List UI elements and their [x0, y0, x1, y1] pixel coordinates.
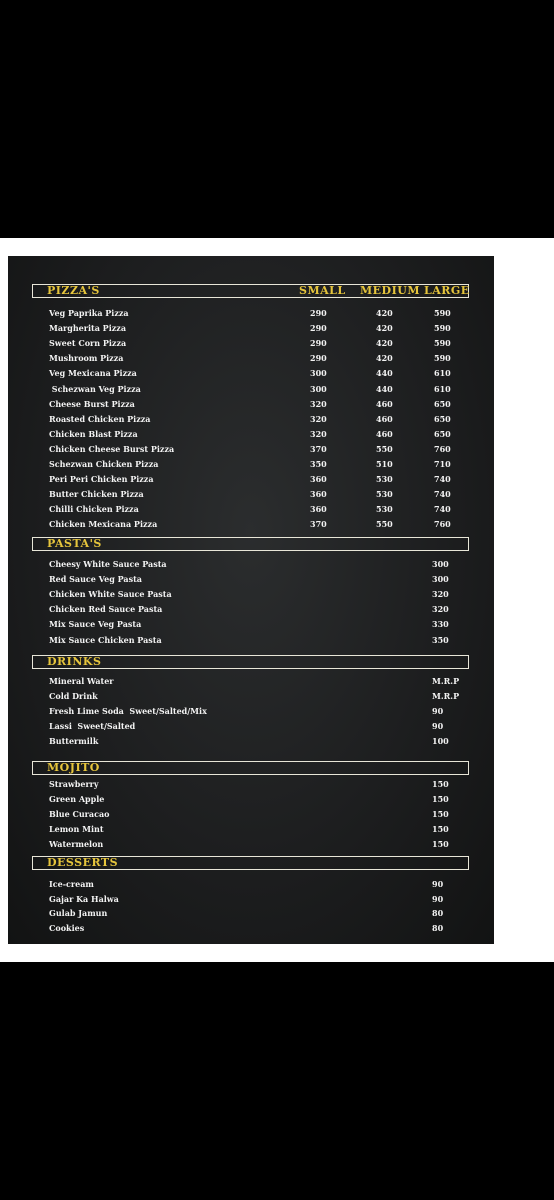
menu-item-row — [8, 336, 494, 350]
menu-item-row — [8, 502, 494, 516]
price-small: 290 — [310, 338, 327, 349]
price-large: 740 — [434, 489, 451, 500]
menu-item-row — [8, 442, 494, 456]
price-medium: 420 — [376, 338, 393, 349]
item-price: 300 — [432, 559, 449, 569]
menu-item-row — [8, 382, 494, 396]
menu-board — [8, 256, 494, 944]
price-medium: 460 — [376, 428, 393, 439]
item-name: Mix Sauce Chicken Pasta — [49, 634, 162, 645]
item-name: Veg Mexicana Pizza — [49, 368, 137, 379]
pizzas-header — [32, 284, 469, 298]
item-name: Chicken Red Sauce Pasta — [49, 604, 163, 615]
item-name: Mushroom Pizza — [49, 353, 124, 364]
menu-item-row — [8, 792, 494, 806]
item-price: 150 — [432, 794, 449, 805]
price-large: 760 — [434, 519, 451, 530]
price-small: 370 — [310, 443, 327, 454]
menu-item-row — [8, 412, 494, 426]
menu-item-row — [8, 517, 494, 531]
item-price: 90 — [432, 893, 444, 904]
menu-item-row — [8, 719, 494, 733]
item-name: Blue Curacao — [49, 809, 110, 820]
drinks-header — [32, 655, 469, 669]
item-name: Chicken White Sauce Pasta — [49, 589, 172, 600]
item-name: Gulab Jamun — [49, 908, 108, 919]
drinks-title: DRINKS — [47, 655, 102, 668]
price-medium: 530 — [376, 504, 393, 515]
menu-item-row — [8, 633, 494, 647]
price-small: 370 — [310, 519, 327, 530]
menu-item-row — [8, 777, 494, 791]
item-price: 90 — [432, 879, 444, 889]
col-large-label: LARGE — [424, 284, 470, 297]
col-small-label: SMALL — [299, 284, 346, 297]
menu-item-row — [8, 321, 494, 335]
menu-item-row — [8, 704, 494, 718]
menu-item-row — [8, 906, 494, 920]
item-price: 330 — [432, 619, 449, 630]
price-large: 740 — [434, 474, 451, 485]
pizzas-title: PIZZA'S — [47, 284, 100, 297]
item-name: Schezwan Veg Pizza — [49, 383, 141, 394]
price-medium: 420 — [376, 323, 393, 334]
price-small: 360 — [310, 489, 327, 500]
menu-item-row — [8, 822, 494, 836]
price-large: 590 — [434, 353, 451, 364]
menu-item-row — [8, 602, 494, 616]
price-large: 610 — [434, 383, 451, 394]
item-price: 80 — [432, 908, 444, 919]
menu-item-row — [8, 457, 494, 471]
menu-item-row — [8, 427, 494, 441]
menu-item-row — [8, 397, 494, 411]
item-price: 100 — [432, 736, 449, 747]
item-name: Sweet Corn Pizza — [49, 338, 127, 349]
menu-item-row — [8, 689, 494, 703]
price-medium: 420 — [376, 353, 393, 364]
price-small: 350 — [310, 459, 327, 469]
menu-item-row — [8, 306, 494, 320]
price-medium: 440 — [376, 368, 393, 379]
price-large: 590 — [434, 323, 451, 334]
price-large: 710 — [434, 459, 451, 469]
item-price: 350 — [432, 634, 449, 645]
item-price: M.R.P — [432, 676, 460, 686]
price-small: 320 — [310, 398, 327, 409]
menu-item-row — [8, 837, 494, 851]
price-small: 300 — [310, 368, 327, 379]
menu-item-row — [8, 351, 494, 365]
item-name: Cheese Burst Pizza — [49, 398, 135, 409]
price-large: 650 — [434, 428, 451, 439]
item-name: Strawberry — [49, 779, 99, 789]
item-name: Lassi Sweet/Salted — [49, 721, 136, 732]
mojito-header — [32, 761, 469, 775]
price-medium: 530 — [376, 489, 393, 500]
item-price: 90 — [432, 721, 444, 732]
menu-item-row — [8, 877, 494, 891]
item-price: 320 — [432, 589, 449, 600]
price-small: 320 — [310, 413, 327, 424]
price-large: 760 — [434, 443, 451, 454]
mojito-title: MOJITO — [47, 761, 100, 774]
menu-item-row — [8, 587, 494, 601]
price-medium: 510 — [376, 459, 393, 469]
item-name: Roasted Chicken Pizza — [49, 413, 151, 424]
item-name: Schezwan Chicken Pizza — [49, 459, 159, 469]
menu-item-row — [8, 472, 494, 486]
item-name: Cold Drink — [49, 691, 98, 702]
item-price: M.R.P — [432, 691, 460, 702]
price-large: 590 — [434, 338, 451, 349]
item-name: Margherita Pizza — [49, 323, 126, 334]
price-medium: 460 — [376, 398, 393, 409]
price-medium: 550 — [376, 443, 393, 454]
price-small: 290 — [310, 308, 327, 318]
price-small: 320 — [310, 428, 327, 439]
price-medium: 530 — [376, 474, 393, 485]
price-small: 300 — [310, 383, 327, 394]
menu-item-row — [8, 366, 494, 380]
item-name: Chicken Blast Pizza — [49, 428, 138, 439]
price-large: 650 — [434, 413, 451, 424]
price-large: 590 — [434, 308, 451, 318]
desserts-header — [32, 856, 469, 870]
item-name: Veg Paprika Pizza — [49, 308, 129, 318]
item-price: 150 — [432, 779, 449, 789]
item-name: Chicken Cheese Burst Pizza — [49, 443, 175, 454]
price-large: 610 — [434, 368, 451, 379]
item-name: Green Apple — [49, 794, 105, 805]
price-small: 290 — [310, 323, 327, 334]
item-name: Ice-cream — [49, 879, 94, 889]
menu-item-row — [8, 892, 494, 906]
item-price: 90 — [432, 706, 444, 717]
item-name: Mix Sauce Veg Pasta — [49, 619, 142, 630]
price-small: 360 — [310, 474, 327, 485]
menu-item-row — [8, 734, 494, 748]
col-medium-label: MEDIUM — [360, 284, 421, 297]
item-name: Fresh Lime Soda Sweet/Salted/Mix — [49, 706, 207, 717]
price-medium: 460 — [376, 413, 393, 424]
price-large: 740 — [434, 504, 451, 515]
menu-item-row — [8, 487, 494, 501]
item-price: 80 — [432, 922, 444, 933]
item-name: Chicken Mexicana Pizza — [49, 519, 158, 530]
item-name: Watermelon — [49, 839, 104, 850]
item-name: Cookies — [49, 922, 85, 933]
desserts-title: DESSERTS — [47, 856, 119, 869]
menu-item-row — [8, 617, 494, 631]
price-medium: 440 — [376, 383, 393, 394]
item-name: Mineral Water — [49, 676, 114, 686]
item-name: Buttermilk — [49, 736, 99, 747]
item-price: 300 — [432, 574, 449, 585]
price-medium: 420 — [376, 308, 393, 318]
pastas-header — [32, 537, 469, 551]
menu-item-row — [8, 921, 494, 935]
item-price: 150 — [432, 824, 449, 835]
item-name: Gajar Ka Halwa — [49, 893, 119, 904]
item-price: 150 — [432, 839, 449, 850]
item-price: 150 — [432, 809, 449, 820]
item-name: Red Sauce Veg Pasta — [49, 574, 142, 585]
menu-item-row — [8, 674, 494, 688]
item-name: Butter Chicken Pizza — [49, 489, 144, 500]
menu-item-row — [8, 572, 494, 586]
menu-item-row — [8, 807, 494, 821]
menu-item-row — [8, 557, 494, 571]
item-name: Peri Peri Chicken Pizza — [49, 474, 154, 485]
item-price: 320 — [432, 604, 449, 615]
price-small: 360 — [310, 504, 327, 515]
pastas-title: PASTA'S — [47, 537, 102, 550]
item-name: Cheesy White Sauce Pasta — [49, 559, 167, 569]
price-large: 650 — [434, 398, 451, 409]
item-name: Chilli Chicken Pizza — [49, 504, 139, 515]
price-small: 290 — [310, 353, 327, 364]
item-name: Lemon Mint — [49, 824, 104, 835]
price-medium: 550 — [376, 519, 393, 530]
